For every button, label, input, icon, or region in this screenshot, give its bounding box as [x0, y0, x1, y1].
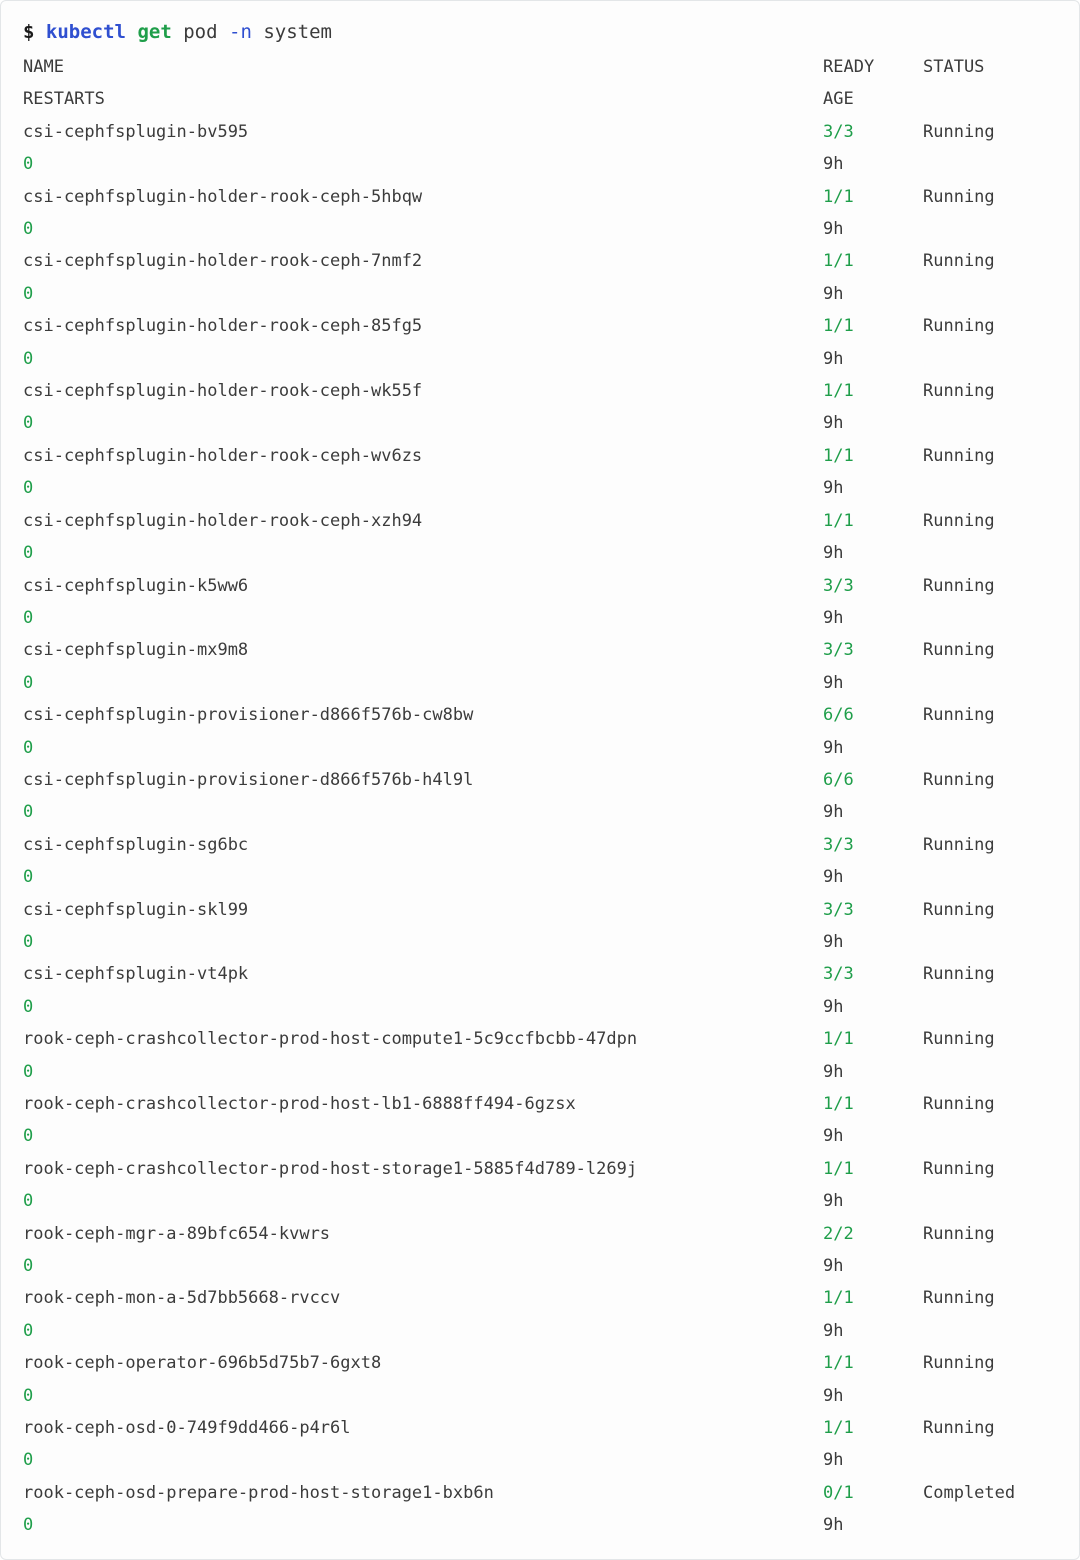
table-row-continuation: [23, 667, 1057, 699]
table-row-continuation: [23, 1509, 1057, 1541]
table-row: [23, 440, 1057, 472]
pod-table: [23, 51, 1057, 1542]
command-binary: kubectl: [45, 21, 126, 43]
pod-ready: 1/1: [823, 1288, 854, 1309]
pod-restarts: 0: [23, 413, 34, 434]
pod-restarts: 0: [23, 1256, 34, 1277]
pod-ready: 1/1: [823, 1029, 854, 1050]
shell-prompt-symbol: $: [23, 21, 35, 43]
pod-name: rook-ceph-crashcollector-prod-host-lb1-6888ff494-6gzsx: [23, 1094, 576, 1114]
table-row: [23, 375, 1057, 407]
table-row: [23, 1153, 1057, 1185]
pod-status: Running: [923, 1158, 995, 1179]
pod-restarts: 0: [23, 802, 34, 823]
table-row-continuation: [23, 796, 1057, 828]
table-row-continuation: [23, 472, 1057, 504]
pod-name: csi-cephfsplugin-holder-rook-ceph-5hbqw: [23, 186, 423, 207]
pod-restarts: 0: [23, 931, 34, 952]
table-row-continuation: [23, 602, 1057, 634]
pod-age: 9h: [823, 219, 844, 240]
table-row: [23, 1477, 1057, 1509]
table-row: [23, 245, 1057, 277]
pod-status: Running: [923, 1223, 995, 1244]
table-row-continuation: [23, 1250, 1057, 1282]
pod-ready: 1/1: [823, 510, 854, 531]
pod-name: rook-ceph-osd-0-749f9dd466-p4r6l: [23, 1418, 351, 1439]
pod-status: Running: [923, 1353, 995, 1374]
pod-age: 9h: [823, 737, 844, 758]
pod-status: Running: [923, 121, 995, 142]
table-row: [23, 699, 1057, 731]
pod-age: 9h: [823, 413, 844, 434]
pod-ready: 1/1: [823, 445, 854, 466]
table-row: [23, 505, 1057, 537]
pod-name: rook-ceph-mon-a-5d7bb5668-rvccv: [23, 1288, 341, 1309]
table-row-continuation: [23, 278, 1057, 310]
pod-restarts: 0: [23, 1450, 34, 1471]
pod-name: rook-ceph-crashcollector-prod-host-storage1-5885f4d789-l269j: [23, 1158, 638, 1179]
pod-age: 9h: [823, 1515, 844, 1536]
table-row: [23, 764, 1057, 796]
pod-name: csi-cephfsplugin-provisioner-d866f576b-cw8bw: [23, 705, 474, 726]
pod-name: rook-ceph-osd-prepare-prod-host-storage1-bxb6n: [23, 1482, 494, 1503]
pod-ready: 1/1: [823, 1353, 854, 1374]
pod-name: rook-ceph-operator-696b5d75b7-6gxt8: [23, 1353, 382, 1374]
table-row: [23, 1023, 1057, 1055]
pod-restarts: 0: [23, 219, 34, 240]
command-verb: get: [137, 21, 172, 43]
pod-status: Running: [923, 445, 995, 466]
pod-age: 9h: [823, 1256, 844, 1277]
pod-name: csi-cephfsplugin-holder-rook-ceph-85fg5: [23, 316, 423, 337]
pod-age: 9h: [823, 478, 844, 499]
pod-ready: 2/2: [823, 1223, 854, 1244]
pod-ready: 1/1: [823, 1158, 854, 1179]
table-row-continuation: [23, 1380, 1057, 1412]
command-flag: -n: [229, 21, 252, 43]
pod-age: 9h: [823, 1061, 844, 1082]
pod-ready: 1/1: [823, 1094, 854, 1114]
table-row: [23, 958, 1057, 990]
column-header-status: STATUS: [923, 57, 985, 77]
pod-name: csi-cephfsplugin-holder-rook-ceph-wv6zs: [23, 445, 423, 466]
pod-restarts: 0: [23, 867, 34, 888]
pod-restarts: 0: [23, 348, 34, 369]
pod-ready: 3/3: [823, 640, 854, 661]
pod-status: Running: [923, 316, 995, 337]
pod-restarts: 0: [23, 1385, 34, 1406]
pod-status: Completed: [923, 1482, 1016, 1503]
pod-status: Running: [923, 705, 995, 726]
command-namespace: system: [263, 21, 332, 43]
pod-ready: 1/1: [823, 186, 854, 207]
pod-age: 9h: [823, 867, 844, 888]
pod-name: csi-cephfsplugin-holder-rook-ceph-7nmf2: [23, 251, 423, 272]
table-row-continuation: [23, 1315, 1057, 1347]
table-row-continuation: [23, 1444, 1057, 1476]
pod-status: Running: [923, 1094, 995, 1114]
table-row: [23, 1412, 1057, 1444]
table-row-continuation: [23, 1120, 1057, 1152]
pod-name: csi-cephfsplugin-holder-rook-ceph-wk55f: [23, 381, 423, 402]
table-row: [23, 570, 1057, 602]
pod-age: 9h: [823, 154, 844, 175]
pod-name: rook-ceph-mgr-a-89bfc654-kvwrs: [23, 1223, 331, 1244]
pod-ready: 6/6: [823, 769, 854, 790]
pod-ready: 3/3: [823, 121, 854, 142]
pod-name: csi-cephfsplugin-mx9m8: [23, 640, 249, 661]
pod-restarts: 0: [23, 737, 34, 758]
table-row-continuation: [23, 926, 1057, 958]
pod-table-body: [23, 51, 1057, 1542]
pod-age: 9h: [823, 1320, 844, 1341]
pod-name: csi-cephfsplugin-skl99: [23, 899, 249, 920]
table-row-continuation: [23, 1056, 1057, 1088]
pod-status: Running: [923, 186, 995, 207]
pod-status: Running: [923, 899, 995, 920]
pod-age: 9h: [823, 996, 844, 1017]
table-row: [23, 116, 1057, 148]
pod-restarts: 0: [23, 478, 34, 499]
column-header-ready: READY: [823, 57, 875, 77]
pod-restarts: 0: [23, 1515, 34, 1536]
pod-name: rook-ceph-crashcollector-prod-host-compute1-5c9ccfbcbb-47dpn: [23, 1029, 638, 1050]
pod-age: 9h: [823, 1450, 844, 1471]
pod-status: Running: [923, 510, 995, 531]
pod-status: Running: [923, 381, 995, 402]
table-row-continuation: [23, 1185, 1057, 1217]
table-row-continuation: [23, 537, 1057, 569]
pod-status: Running: [923, 1418, 995, 1439]
command-line: [23, 17, 1057, 47]
pod-restarts: 0: [23, 543, 34, 564]
pod-restarts: 0: [23, 1126, 34, 1147]
table-row: [23, 1347, 1057, 1379]
pod-ready: 1/1: [823, 251, 854, 272]
table-row: [23, 1282, 1057, 1314]
table-row: [23, 634, 1057, 666]
table-row-continuation: [23, 343, 1057, 375]
table-row: [23, 1088, 1057, 1120]
pod-ready: 3/3: [823, 899, 854, 920]
column-header-restarts: RESTARTS: [23, 89, 105, 110]
pod-age: 9h: [823, 672, 844, 693]
table-header-row-primary: [23, 51, 1057, 83]
pod-ready: 6/6: [823, 705, 854, 726]
table-row-continuation: [23, 861, 1057, 893]
table-row-continuation: [23, 732, 1057, 764]
pod-restarts: 0: [23, 996, 34, 1017]
pod-name: csi-cephfsplugin-sg6bc: [23, 834, 249, 855]
pod-ready: 1/1: [823, 1418, 854, 1439]
pod-restarts: 0: [23, 672, 34, 693]
table-row: [23, 310, 1057, 342]
pod-ready: 1/1: [823, 316, 854, 337]
pod-name: csi-cephfsplugin-provisioner-d866f576b-h4l9l: [23, 769, 474, 790]
pod-age: 9h: [823, 283, 844, 304]
pod-status: Running: [923, 251, 995, 272]
pod-status: Running: [923, 1029, 995, 1050]
pod-name: csi-cephfsplugin-k5ww6: [23, 575, 249, 596]
pod-ready: 0/1: [823, 1482, 854, 1503]
pod-ready: 3/3: [823, 834, 854, 855]
table-header-row-wrapped: [23, 83, 1057, 115]
table-row: [23, 894, 1057, 926]
table-row: [23, 829, 1057, 861]
pod-age: 9h: [823, 802, 844, 823]
pod-restarts: 0: [23, 607, 34, 628]
pod-status: Running: [923, 834, 995, 855]
pod-status: Running: [923, 964, 995, 985]
column-header-age: AGE: [823, 89, 854, 110]
pod-ready: 1/1: [823, 381, 854, 402]
table-row: [23, 1218, 1057, 1250]
pod-status: Running: [923, 640, 995, 661]
pod-age: 9h: [823, 931, 844, 952]
pod-restarts: 0: [23, 1191, 34, 1212]
pod-age: 9h: [823, 1191, 844, 1212]
pod-status: Running: [923, 769, 995, 790]
pod-restarts: 0: [23, 154, 34, 175]
table-row-continuation: [23, 991, 1057, 1023]
pod-restarts: 0: [23, 1320, 34, 1341]
pod-ready: 3/3: [823, 964, 854, 985]
pod-name: csi-cephfsplugin-holder-rook-ceph-xzh94: [23, 510, 423, 531]
pod-ready: 3/3: [823, 575, 854, 596]
pod-age: 9h: [823, 1126, 844, 1147]
table-row-continuation: [23, 213, 1057, 245]
pod-name: csi-cephfsplugin-bv595: [23, 121, 249, 142]
pod-restarts: 0: [23, 283, 34, 304]
command-resource: pod: [183, 21, 218, 43]
pod-name: csi-cephfsplugin-vt4pk: [23, 964, 249, 985]
table-row: [23, 181, 1057, 213]
pod-status: Running: [923, 1288, 995, 1309]
column-header-name: NAME: [23, 57, 64, 77]
pod-restarts: 0: [23, 1061, 34, 1082]
pod-age: 9h: [823, 1385, 844, 1406]
pod-age: 9h: [823, 607, 844, 628]
pod-status: Running: [923, 575, 995, 596]
pod-age: 9h: [823, 348, 844, 369]
table-row-continuation: [23, 407, 1057, 439]
pod-age: 9h: [823, 543, 844, 564]
table-row-continuation: [23, 148, 1057, 180]
